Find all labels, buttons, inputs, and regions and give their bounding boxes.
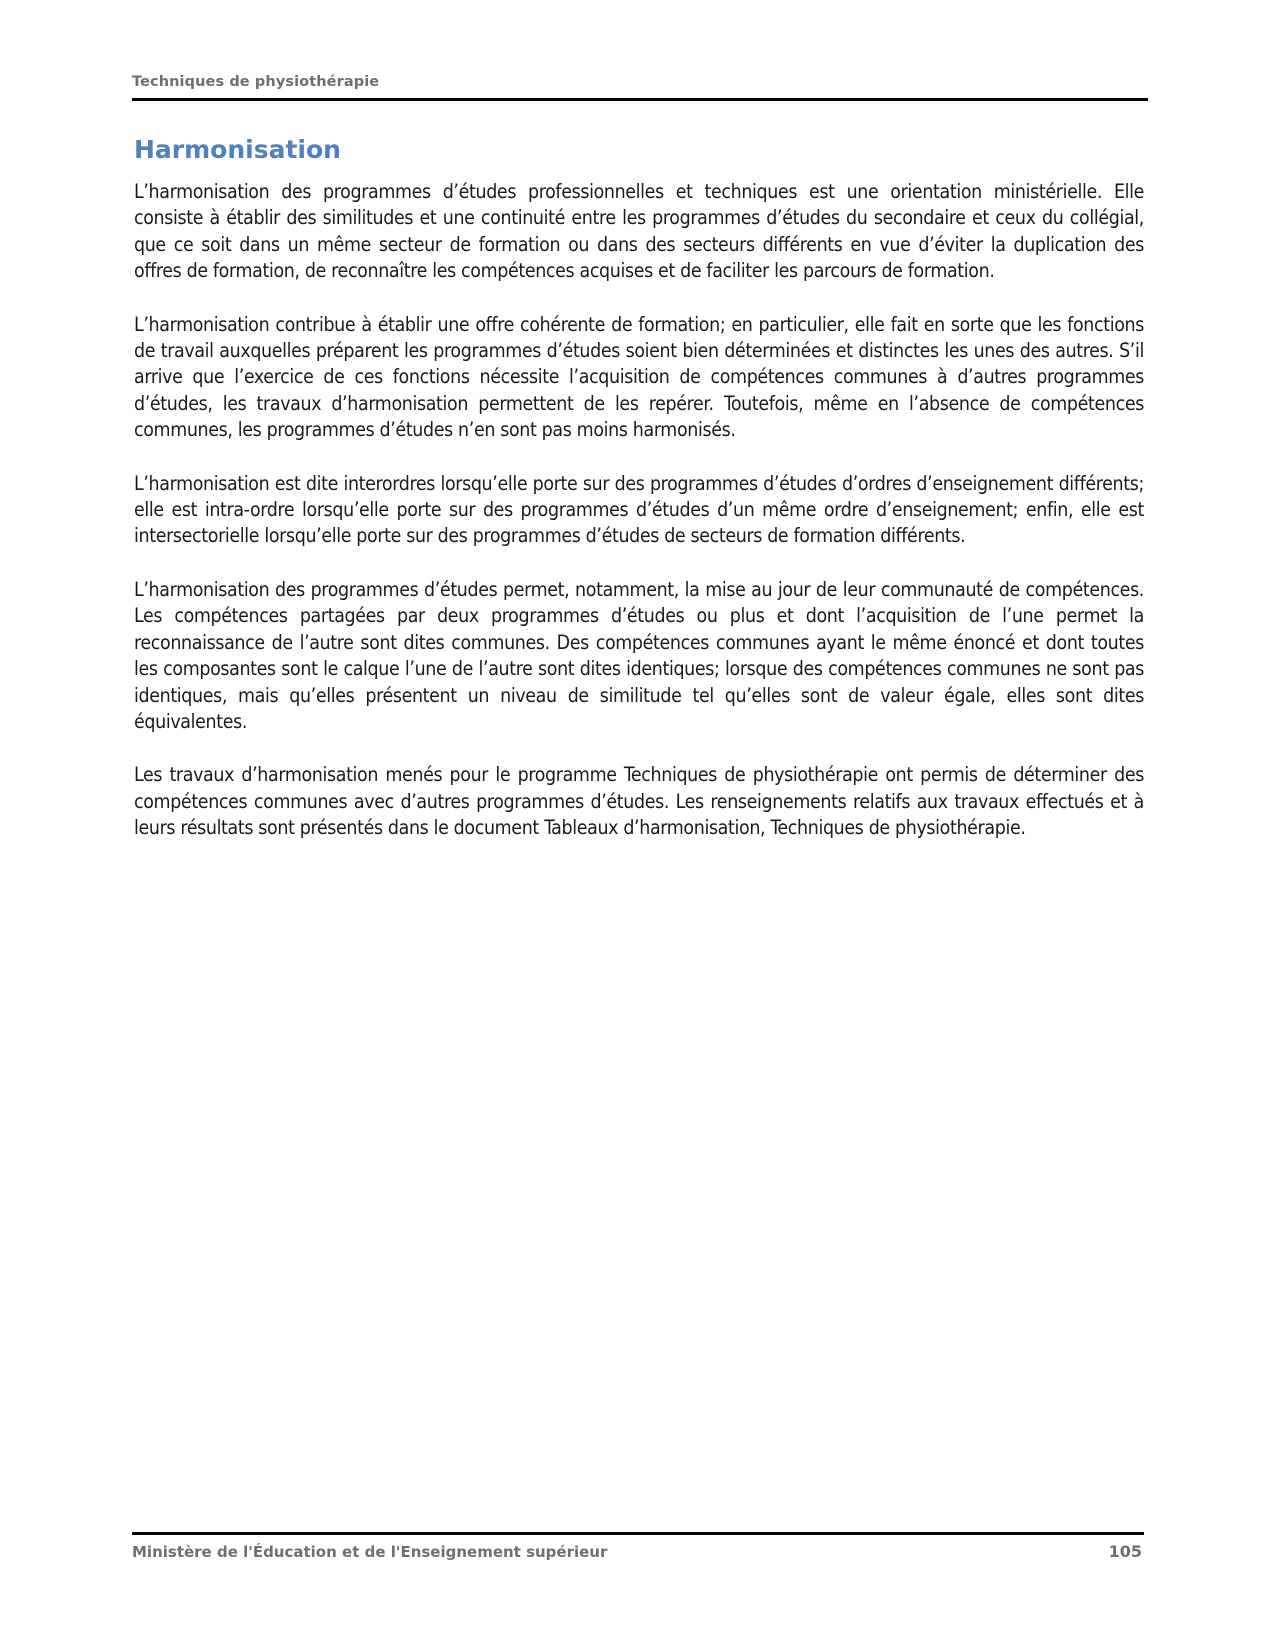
footer-ministry: Ministère de l'Éducation et de l'Enseignement supérieur	[132, 1543, 608, 1561]
paragraph-4: L’harmonisation des programmes d’études permet, notamment, la mise au jour de leur communauté de compétences. Les compétences partagées par deux programmes d’études ou plus et dont l’acquisition de l’une permet la reconnaissance de l’autre sont dites communes. Des compétences communes ayant le même énoncé et dont toutes les composantes sont le calque l’une de l’autre sont dites identiques; lorsque des compétences communes ne sont pas identiques, mais qu’elles présentent un niveau de similitude tel qu’elles sont de valeur égale, elles sont dites équivalentes.	[134, 577, 1144, 733]
paragraph-2: L’harmonisation contribue à établir une offre cohérente de formation; en particulier, elle fait en sorte que les fonctions de travail auxquelles préparent les programmes d’études soient bien déterminées et distinctes les unes des autres. S’il arrive que l’exercice de ces fonctions nécessite l’acquisition de compétences communes à d’autres programmes d’études, les travaux d’harmonisation permettent de les repérer. Toutefois, même en l’absence de compétences communes, les programmes d’études n’en sont pas moins harmonisés.	[134, 312, 1144, 442]
running-header-title: Techniques de physiothérapie	[132, 74, 380, 90]
section-title: Harmonisation	[134, 135, 341, 164]
main-content	[134, 134, 1144, 869]
page-header	[132, 74, 1148, 101]
page-number: 105	[1108, 1542, 1142, 1561]
paragraph-1: L’harmonisation des programmes d’études professionnelles et techniques est une orientation ministérielle. Elle consiste à établir des similitudes et une continuité entre les programmes d’études du secondaire et ceux du collégial, que ce soit dans un même secteur de formation ou dans des secteurs différents en vue d’éviter la duplication des offres de formation, de reconnaître les compétences acquises et de faciliter les parcours de formation.	[134, 180, 1144, 283]
page-footer	[132, 1532, 1144, 1565]
paragraph-3: L’harmonisation est dite interordres lorsqu’elle porte sur des programmes d’études d’ordres d’enseignement différents; elle est intra-ordre lorsqu’elle porte sur des programmes d’études d’un même ordre d’enseignement; enfin, elle est intersectorielle lorsqu’elle porte sur des programmes d’études de secteurs de formation différents.	[134, 471, 1144, 548]
paragraph-5: Les travaux d’harmonisation menés pour le programme Techniques de physiothérapie ont permis de déterminer des compétences communes avec d’autres programmes d’études. Les renseignements relatifs aux travaux effectués et à leurs résultats sont présentés dans le document Tableaux d’harmonisation, Techniques de physiothérapie.	[134, 763, 1144, 840]
